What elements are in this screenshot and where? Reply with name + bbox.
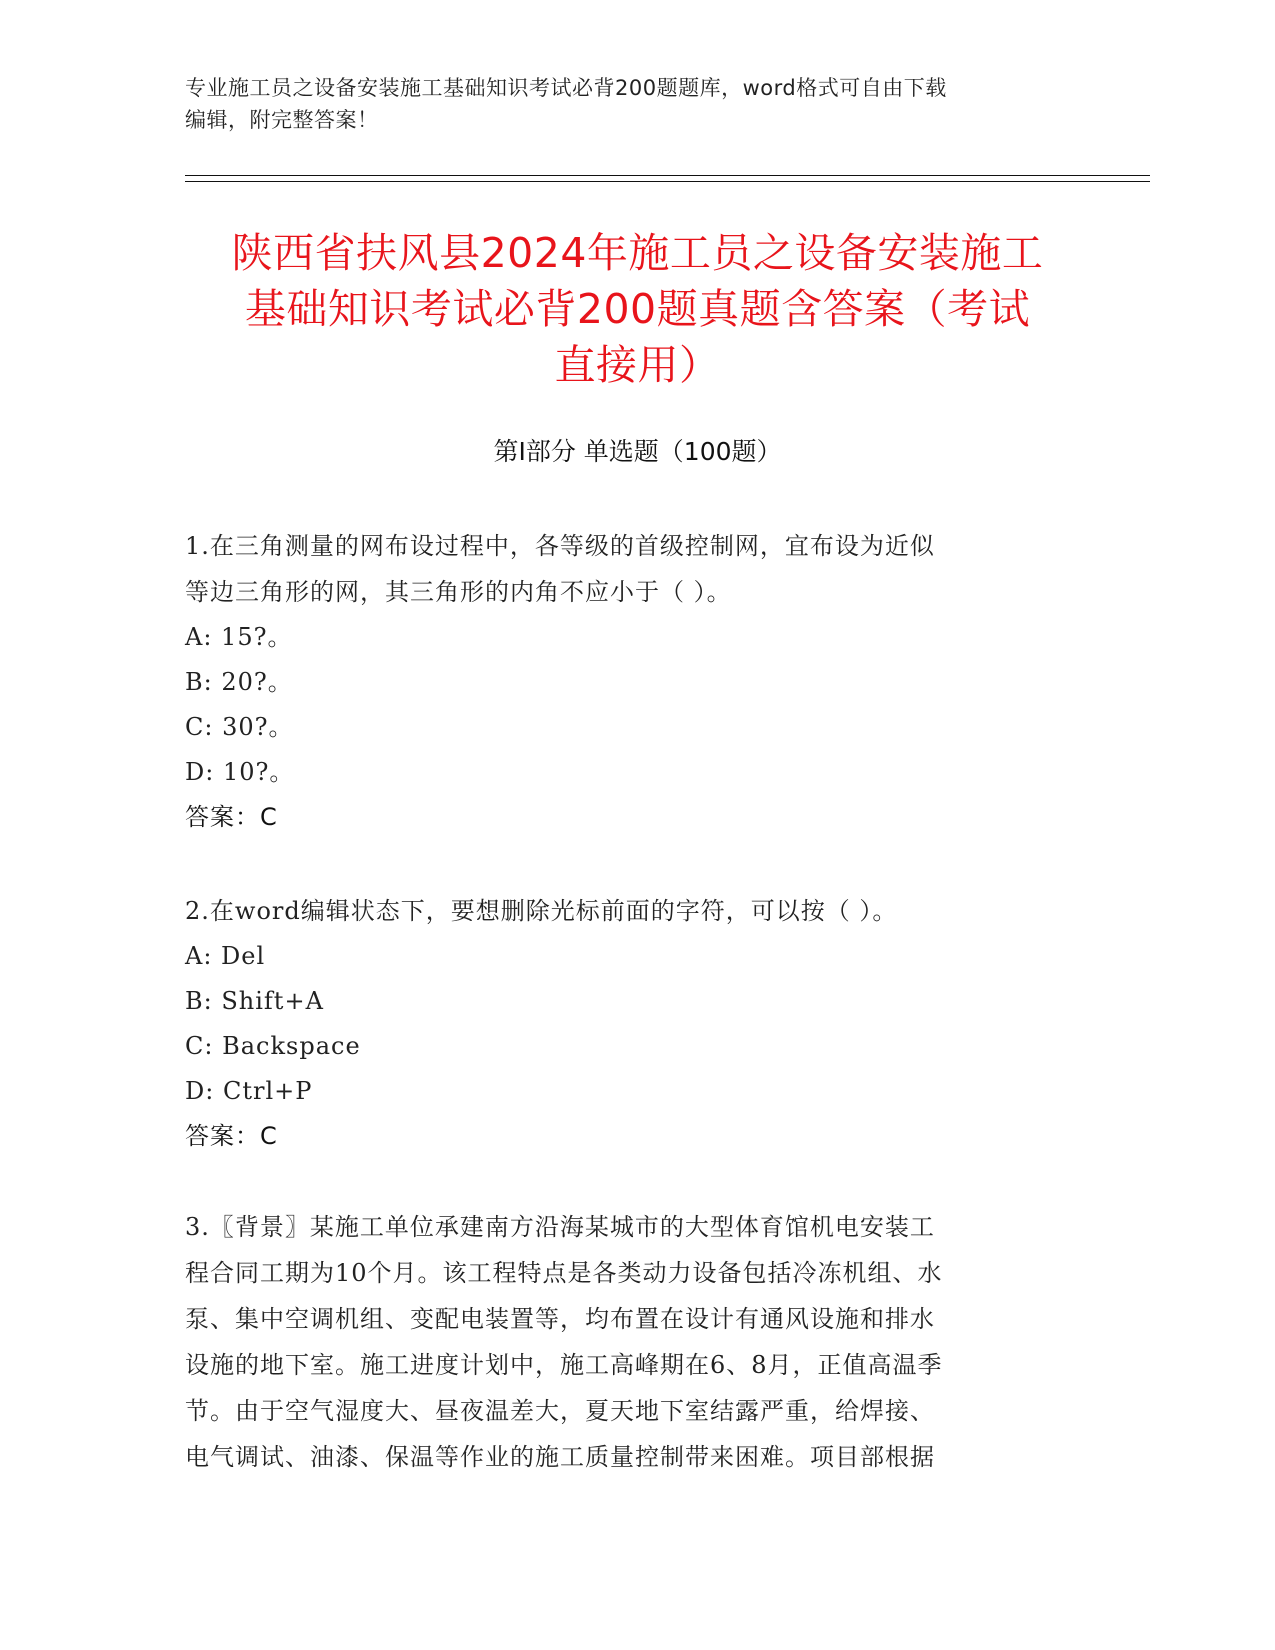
answer: 答案：C bbox=[185, 1122, 278, 1150]
stem-line: 1.在三角测量的网布设过程中，各等级的首级控制网，宜布设为近似 bbox=[185, 532, 935, 560]
option-c: C: Backspace bbox=[185, 1032, 361, 1060]
header-note-line-1: 专业施工员之设备安装施工基础知识考试必背200题题库，word格式可自由下载 bbox=[185, 76, 947, 100]
option-b: B: 20?。 bbox=[185, 668, 293, 696]
title-line-1: 陕西省扶风县2024年施工员之设备安装施工 bbox=[231, 229, 1044, 277]
option-a: A: Del bbox=[185, 942, 266, 970]
stem-line: 等边三角形的网，其三角形的内角不应小于（ ）。 bbox=[185, 578, 732, 606]
title-line-2: 基础知识考试必背200题真题含答案（考试 bbox=[244, 285, 1031, 333]
question-stem bbox=[185, 888, 1085, 934]
stem-line: 电气调试、油漆、保温等作业的施工质量控制带来困难。项目部根据 bbox=[185, 1443, 935, 1471]
option-d: D: Ctrl+P bbox=[185, 1077, 313, 1105]
question-1 bbox=[185, 523, 1085, 840]
header-note bbox=[185, 72, 1085, 136]
header-divider-bottom bbox=[185, 181, 1150, 182]
option-c: C: 30?。 bbox=[185, 713, 294, 741]
question-stem bbox=[185, 523, 1085, 615]
option-d: D: 10?。 bbox=[185, 758, 295, 786]
stem-line: 设施的地下室。施工进度计划中，施工高峰期在6、8月，正值高温季 bbox=[185, 1351, 943, 1379]
answer: 答案：C bbox=[185, 803, 278, 831]
stem-line: 泵、集中空调机组、变配电装置等，均布置在设计有通风设施和排水 bbox=[185, 1305, 935, 1333]
stem-line: 程合同工期为10个月。该工程特点是各类动力设备包括冷冻机组、水 bbox=[185, 1259, 943, 1287]
question-stem bbox=[185, 1204, 1085, 1480]
option-a: A: 15?。 bbox=[185, 623, 293, 651]
stem-line: 3.〖背景〗某施工单位承建南方沿海某城市的大型体育馆机电安装工 bbox=[185, 1213, 935, 1241]
document-title bbox=[140, 225, 1135, 393]
option-b: B: Shift+A bbox=[185, 987, 324, 1015]
section-heading: 第Ⅰ部分 单选题（100题） bbox=[493, 437, 782, 466]
title-line-3: 直接用） bbox=[554, 341, 721, 389]
question-2 bbox=[185, 888, 1085, 1159]
header-divider-top bbox=[185, 175, 1150, 176]
header-note-line-2: 编辑，附完整答案！ bbox=[185, 108, 379, 132]
stem-line: 2.在word编辑状态下，要想删除光标前面的字符，可以按（ ）。 bbox=[185, 897, 898, 925]
question-3 bbox=[185, 1204, 1085, 1480]
stem-line: 节。由于空气湿度大、昼夜温差大，夏天地下室结露严重，给焊接、 bbox=[185, 1397, 935, 1425]
